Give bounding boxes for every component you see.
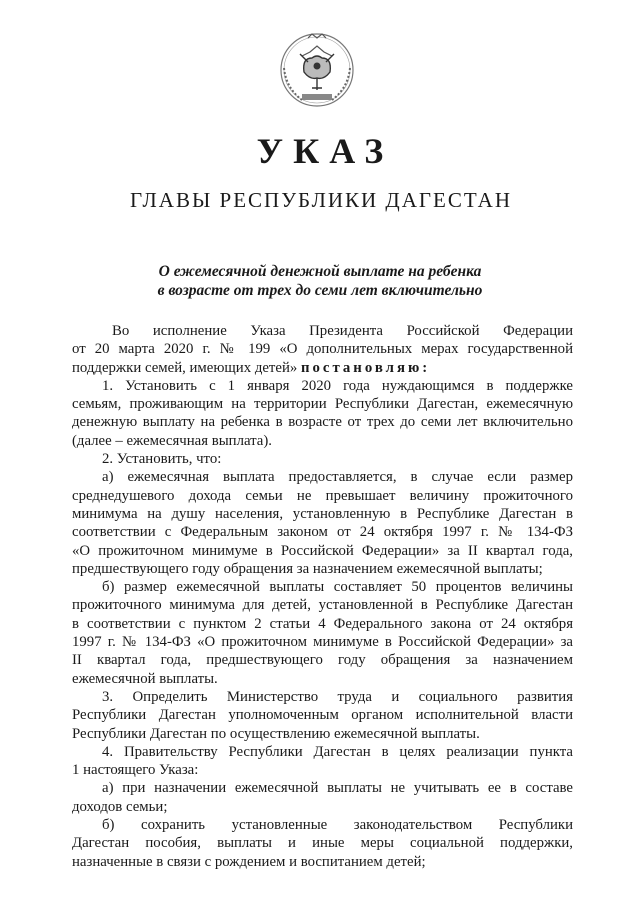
text-line: минимума на душу населения, установленную в Республике Дагестан в: [72, 505, 573, 522]
text-line: б) сохранить установленные законодательством Республики: [102, 817, 573, 834]
heading-line: О ежемесячной денежной выплате на ребенка: [158, 263, 482, 280]
text-line: семьям, проживающим на территории Республики Дагестан, ежемесячную: [72, 396, 573, 413]
text-line: 1 настоящего Указа:: [72, 762, 199, 779]
text-line: Дагестан пособия, выплаты и иные меры социальной поддержки,: [72, 835, 573, 852]
text-line: 4. Правительству Республики Дагестан в целях реализации пункта: [102, 743, 573, 760]
text-line: а) ежемесячная выплата предоставляется, в случае если размер: [102, 469, 573, 486]
text-line: Республики Дагестан уполномоченным органом исполнительной власти: [72, 707, 573, 724]
text-line: ежемесячной выплаты.: [72, 670, 218, 687]
text-line: [72, 359, 573, 377]
text-line: б) размер ежемесячной выплаты составляет 50 процентов величины: [102, 579, 573, 596]
text-line: денежную выплату на ребенка в возрасте от трех до семи лет включительно: [72, 414, 573, 431]
text-line: прожиточного минимума для детей, установленной в Республике Дагестан: [72, 597, 573, 614]
text-line: 1997 г. № 134-ФЗ «О прожиточном минимуме в Российской Федерации» за: [72, 634, 573, 651]
decree-keyword: постановляю:: [300, 359, 431, 376]
text-line: II квартал года, предшествующего году обращения за назначением: [72, 652, 573, 669]
text-line: в соответствии с пунктом 2 статьи 4 Федерального закона от 24 октября: [72, 615, 573, 632]
text-line: «О прожиточном минимуме в Российской Федерации» за II квартал года,: [72, 542, 573, 559]
text-line: доходов семьи;: [72, 798, 168, 815]
document-subtitle: ГЛАВЫ РЕСПУБЛИКИ ДАГЕСТАН: [129, 188, 513, 212]
text-line: Республики Дагестан по осуществлению ежемесячной выплаты.: [72, 725, 480, 742]
text-line: а) при назначении ежемесячной выплаты не учитывать ее в составе: [102, 780, 573, 797]
text-line: соответствии с Федеральным законом от 24 октября 1997 г. № 134-ФЗ: [72, 524, 573, 541]
text-line: среднедушевого дохода семьи не превышает величину прожиточного: [72, 487, 573, 504]
decree-heading: [0, 262, 640, 300]
text-fragment: поддержки семей, имеющих детей»: [72, 359, 301, 376]
document-body: [72, 322, 573, 871]
text-line: предшествующего году обращения за назначением ежемесячной выплаты;: [72, 560, 543, 577]
text-line: назначенные в связи с рождением и воспитанием детей;: [72, 853, 426, 870]
text-line: 3. Определить Министерство труда и социального развития: [102, 688, 573, 705]
text-line: 2. Установить, что:: [102, 451, 222, 468]
text-line: 1. Установить с 1 января 2020 года нуждающимся в поддержке: [102, 377, 573, 394]
document-title: УКАЗ: [256, 131, 394, 171]
heading-line: в возрасте от трех до семи лет включительно: [157, 282, 483, 299]
dagestan-coat-of-arms-icon: [272, 28, 362, 112]
text-line: (далее – ежемесячная выплата).: [72, 432, 272, 449]
text-line: от 20 марта 2020 г. № 199 «О дополнительных мерах государственной: [72, 341, 573, 358]
text-line: Во исполнение Указа Президента Российской Федерации: [112, 323, 573, 339]
